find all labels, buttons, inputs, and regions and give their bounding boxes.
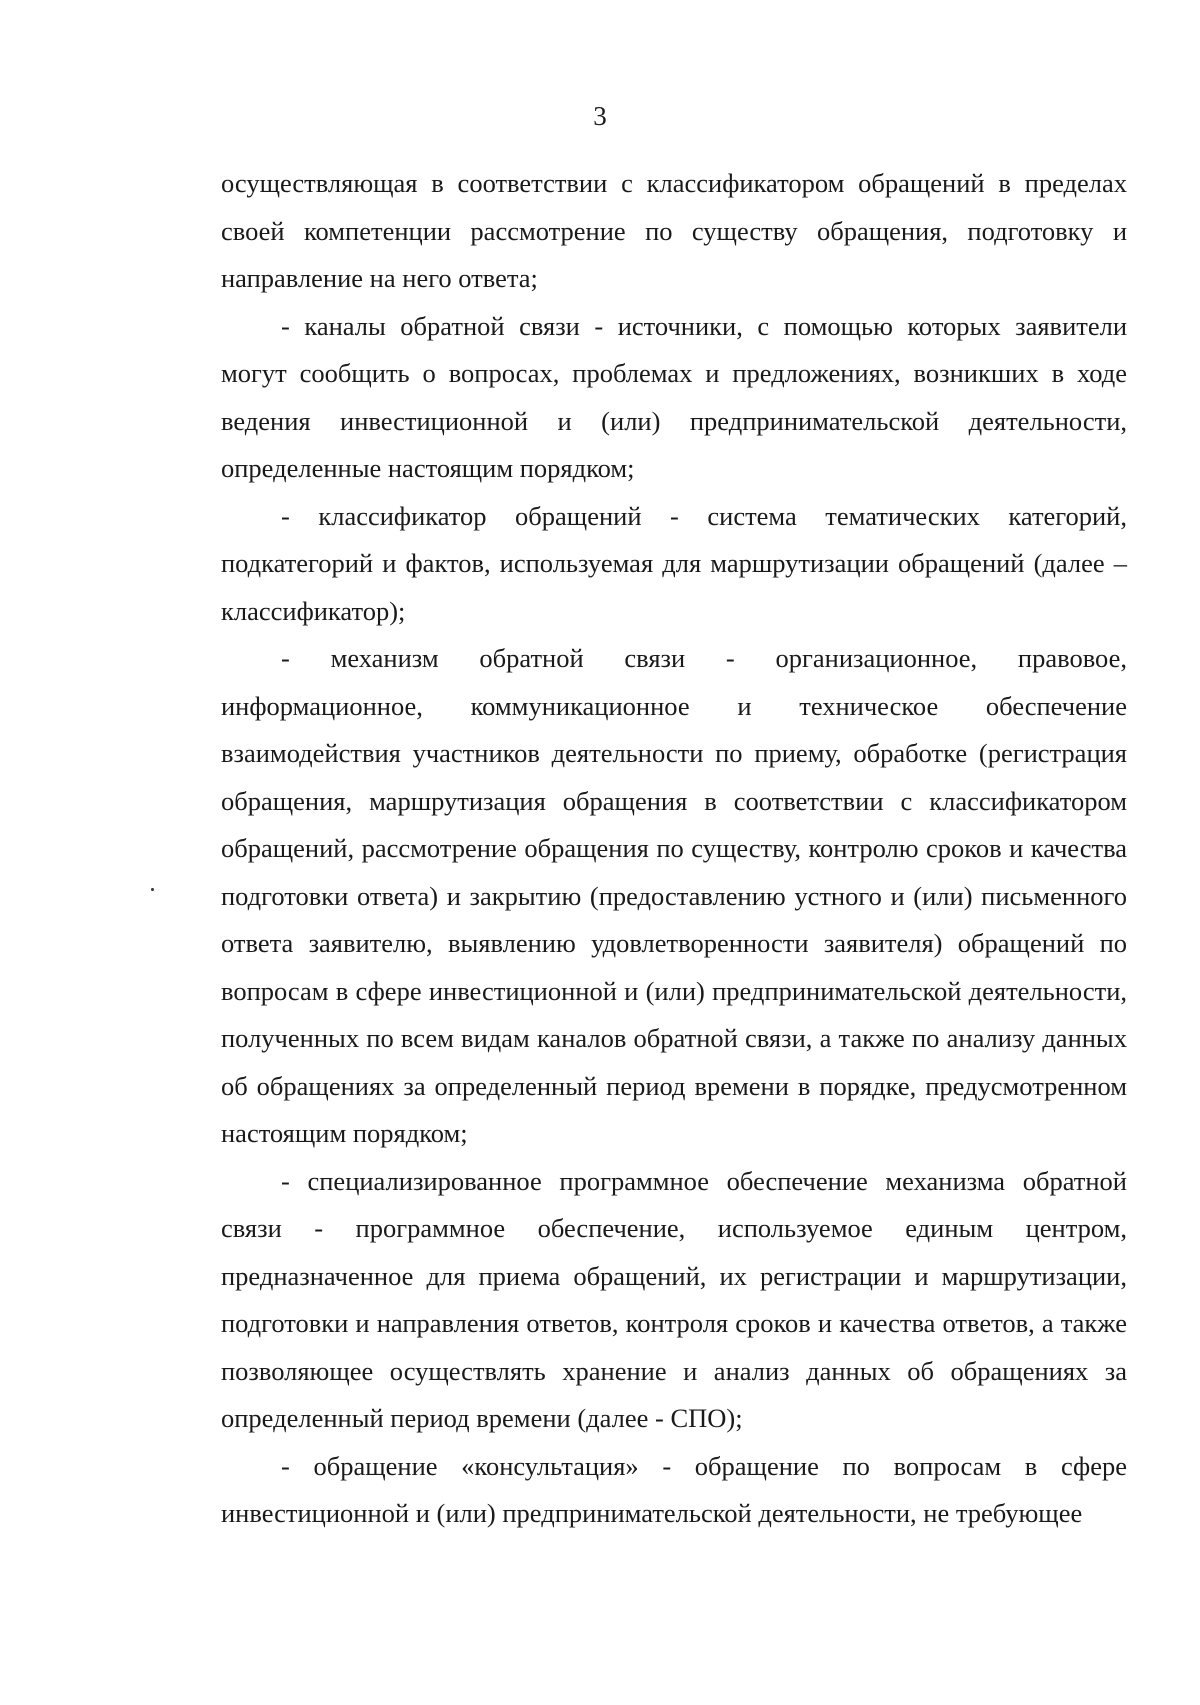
document-body (221, 160, 1127, 1538)
paragraph-classifier: - классификатор обращений - система тематических категорий, подкатегорий и фактов, используемая для маршрутизации обращений (далее – классификатор); (221, 500, 1127, 626)
page-number: 3 (593, 101, 607, 131)
scan-speck (151, 888, 154, 891)
paragraph-feedback-channels: - каналы обратной связи - источники, с помощью которых заявители могут сообщить о вопросах, проблемах и предложениях, возникших в ходе ведения инвестиционной и (или) предпринимательской деятельности, определенные настоящим порядком; (221, 310, 1127, 483)
paragraph-specialized-software: - специализированное программное обеспечение механизма обратной связи - программное обеспечение, используемое единым центром, предназначенное для приема обращений, их регистрации и маршрутизации, подготовки и направления ответов, контроля сроков и качества ответов, а также позволяющее осуществлять хранение и анализ данных об обращениях за определенный период времени (далее - СПО); (221, 1165, 1127, 1433)
paragraph-consultation-request: - обращение «консультация» - обращение по вопросам в сфере инвестиционной и (или) предпринимательской деятельности, не требующее (221, 1450, 1127, 1528)
paragraph-feedback-mechanism: - механизм обратной связи - организационное, правовое, информационное, коммуникационное и техническое обеспечение взаимодействия участников деятельности по приему, обработке (регистрация обращения, маршрутизация обращения в соответствии с классификатором обращений, рассмотрение обращения по существу, контролю сроков и качества подготовки ответа) и закрытию (предоставлению устного и (или) письменного ответа заявителю, выявлению удовлетворенности заявителя) обращений по вопросам в сфере инвестиционной и (или) предпринимательской деятельности, полученных по всем видам каналов обратной связи, а также по анализу данных об обращениях за определенный период времени в порядке, предусмотренном настоящим порядком; (221, 643, 1127, 1148)
paragraph-continuation: осуществляющая в соответствии с классификатором обращений в пределах своей компетенции рассмотрение по существу обращения, подготовку и направление на него ответа; (221, 168, 1127, 293)
